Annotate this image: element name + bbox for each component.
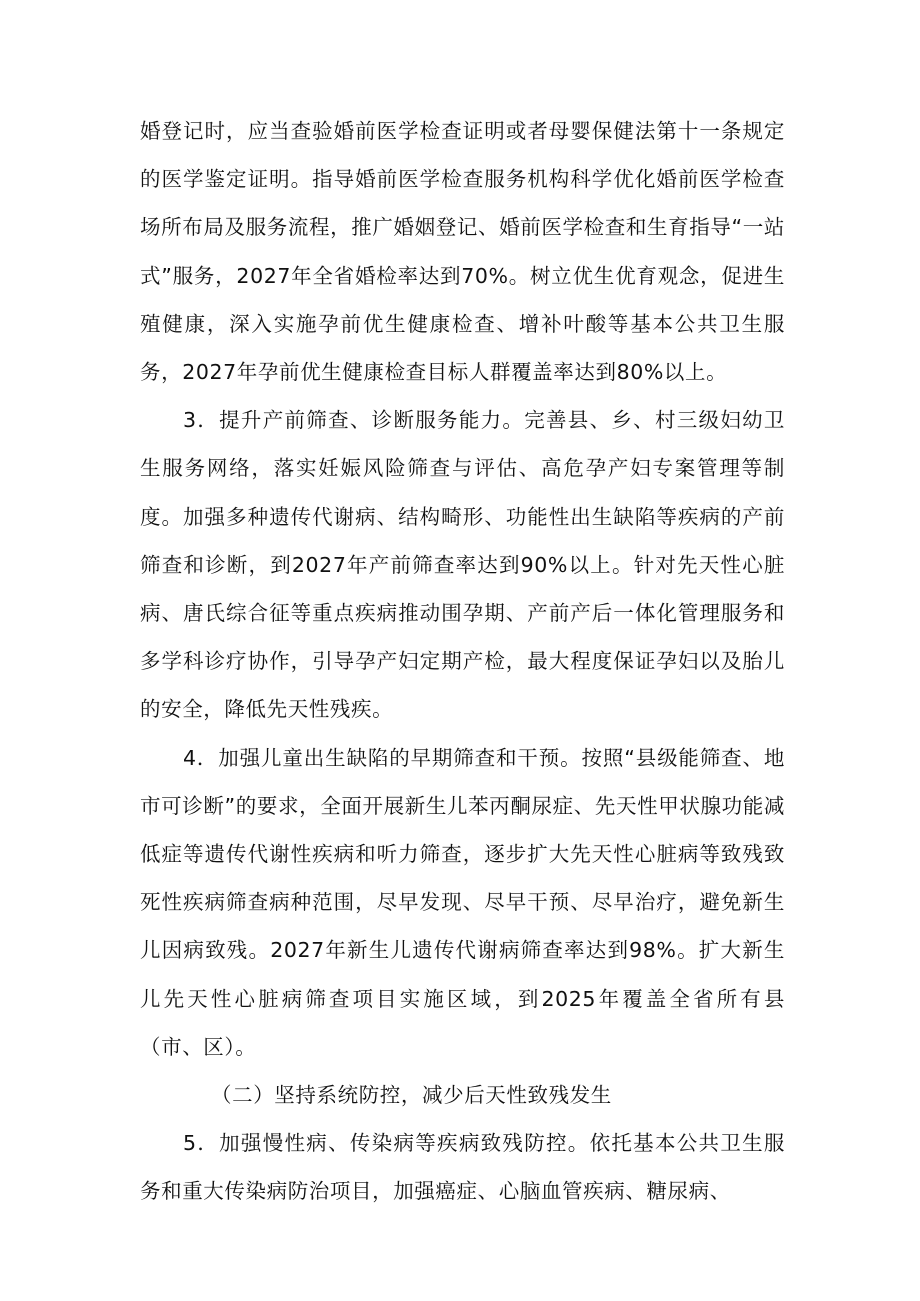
section-heading-2: （二）坚持系统防控，减少后天性致残发生 bbox=[211, 1083, 612, 1108]
paragraph-premarital-check: 婚登记时，应当查验婚前医学检查证明或者母婴保健法第十一条规定的医学鉴定证明。指导婚前医学检查服务机构科学优化婚前医学检查场所布局及服务流程，推广婚姻登记、婚前医学检查和生育指导“一站式”服务，2027年全省婚检率达到70%。树立优生优育观念，促进生殖健康，深入实施孕前优生健康检查、增补叶酸等基本公共卫生服务，2027年孕前优生健康检查目标人群覆盖率达到80%以上。 bbox=[140, 119, 785, 385]
paragraph-item-4-newborn-screening: 4．加强儿童出生缺陷的早期筛查和干预。按照“县级能筛查、地市可诊断”的要求，全面开展新生儿苯丙酮尿症、先天性甲状腺功能减低症等遗传代谢性疾病和听力筛查，逐步扩大先天性心脏病等致残致死性疾病筛查病种范围，尽早发现、尽早干预、尽早治疗，避免新生儿因病致残。2027年新生儿遗传代谢病筛查率达到98%。扩大新生儿先天性心脏病筛查项目实施区域，到2025年覆盖全省所有县（市、区）。 bbox=[140, 745, 785, 1059]
document-page bbox=[140, 107, 785, 1216]
paragraph-item-5-disease-prevention: 5．加强慢性病、传染病等疾病致残防控。依托基本公共卫生服务和重大传染病防治项目，加强癌症、心脑血管疾病、糖尿病、 bbox=[140, 1131, 785, 1204]
paragraph-item-3-prenatal-screening: 3．提升产前筛查、诊断服务能力。完善县、乡、村三级妇幼卫生服务网络，落实妊娠风险筛查与评估、高危孕产妇专案管理等制度。加强多种遗传代谢病、结构畸形、功能性出生缺陷等疾病的产前筛查和诊断，到2027年产前筛查率达到90%以上。针对先天性心脏病、唐氏综合征等重点疾病推动围孕期、产前产后一体化管理服务和多学科诊疗协作，引导孕产妇定期产检，最大程度保证孕妇以及胎儿的安全，降低先天性残疾。 bbox=[140, 408, 785, 722]
